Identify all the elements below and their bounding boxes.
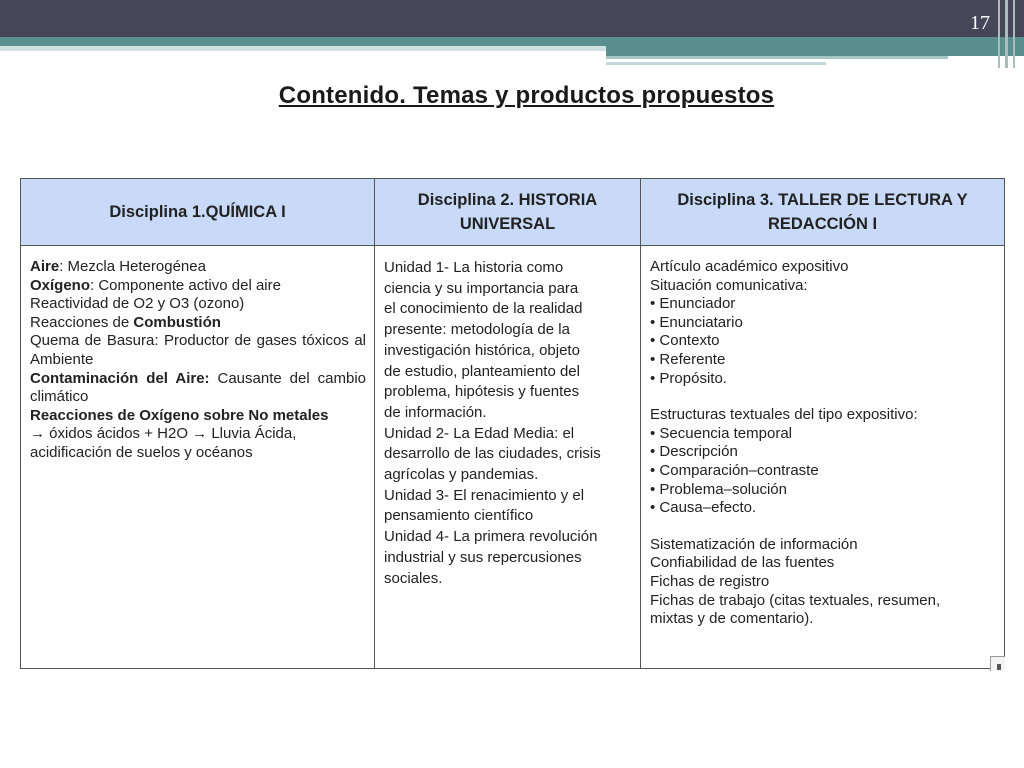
resize-corner-icon: [990, 656, 1005, 671]
text-line: Unidad 3- El renacimiento y el: [384, 486, 585, 504]
text-line: • Enunciatario: [650, 313, 743, 331]
header-line: [606, 62, 826, 65]
text-line: presente: metodología de la: [384, 321, 570, 339]
list-item: Reacciones de Oxígeno sobre No metales: [30, 406, 329, 424]
header-light-strip: [0, 46, 606, 51]
text-line: Fichas de registro: [650, 572, 770, 590]
text-line: Unidad 1- La historia como: [384, 259, 564, 276]
slide-title: Contenido. Temas y productos propuestos: [278, 82, 775, 109]
text-line: Estructuras textuales del tipo expositivo:: [650, 406, 918, 424]
header-band: [0, 0, 1024, 37]
slide-number: 17: [970, 12, 990, 34]
text-line: Unidad 2- La Edad Media: el: [384, 424, 575, 442]
list-item: Reactividad de O2 y O3 (ozono): [30, 295, 245, 313]
header-accent-band-right: [606, 46, 1024, 56]
text-line: agrícolas y pandemias.: [384, 466, 539, 484]
taller-group-2: [650, 406, 996, 518]
arrow-icon: →: [30, 425, 45, 443]
text-line: • Causa–efecto.: [650, 499, 757, 517]
text-line: industrial y sus repercusiones: [384, 548, 582, 566]
text-line: ciencia y su importancia para: [384, 279, 579, 297]
text-line: Confiabilidad de las fuentes: [650, 554, 835, 572]
text-line: • Contexto: [650, 332, 720, 350]
text-line: Situación comunicativa:: [650, 276, 808, 294]
historia-text: [384, 258, 632, 589]
cell-historia: [375, 246, 641, 669]
text-line: • Descripción: [650, 443, 738, 461]
taller-group-1: [650, 258, 996, 388]
text-line: pensamiento científico: [384, 507, 534, 525]
text-line: problema, hipótesis y fuentes: [384, 383, 580, 401]
text-line: • Comparación–contraste: [650, 461, 819, 479]
text-line: • Enunciador: [650, 295, 736, 313]
header-vertical-line: [1013, 0, 1015, 68]
header-line: [606, 56, 948, 59]
header-vertical-line: [1005, 0, 1008, 68]
text-line: sociales.: [384, 569, 443, 587]
text-line: de estudio, planteamiento del: [384, 362, 580, 380]
list-item: Contaminación del Aire: Causante del cambio climático: [30, 369, 366, 406]
text-line: el conocimiento de la realidad: [384, 300, 583, 318]
cell-taller: [641, 246, 1005, 669]
text-line: mixtas y de comentario).: [650, 610, 814, 628]
text-line: de información.: [384, 403, 487, 421]
header-disciplina-2: Disciplina 2. HISTORIA UNIVERSAL: [375, 179, 641, 246]
header-disciplina-3: Disciplina 3. TALLER DE LECTURA Y REDACCIÓN I: [641, 179, 1005, 246]
text-line: • Referente: [650, 350, 726, 368]
text-line: • Propósito.: [650, 369, 727, 387]
arrow-icon: →: [192, 425, 208, 443]
text-line: • Problema–solución: [650, 480, 787, 498]
list-item: Aire: Mezcla Heterogénea: [30, 258, 206, 275]
text-line: Artículo académico expositivo: [650, 258, 849, 275]
text-line: desarrollo de las ciudades, crisis: [384, 445, 601, 463]
text-line: Unidad 4- La primera revolución: [384, 528, 598, 546]
header-accent-band: [0, 37, 1024, 46]
text-line: Sistematización de información: [650, 535, 858, 553]
content-table: [20, 178, 1004, 669]
cell-quimica: [21, 246, 375, 669]
list-item: Reacciones de Combustión: [30, 313, 221, 331]
taller-group-3: [650, 536, 996, 629]
text-line: Fichas de trabajo (citas textuales, resumen,: [650, 591, 941, 609]
list-item: → óxidos ácidos + H2O → Lluvia Ácida, acidificación de suelos y océanos: [30, 425, 297, 461]
list-item: Oxígeno: Componente activo del aire: [30, 276, 281, 294]
header-disciplina-1: Disciplina 1.QUÍMICA I: [21, 179, 375, 246]
text-line: • Secuencia temporal: [650, 424, 792, 442]
list-item: Quema de Basura: Productor de gases tóxicos al Ambiente: [30, 332, 366, 368]
header-vertical-line: [998, 0, 1000, 68]
text-line: investigación histórica, objeto: [384, 341, 580, 359]
